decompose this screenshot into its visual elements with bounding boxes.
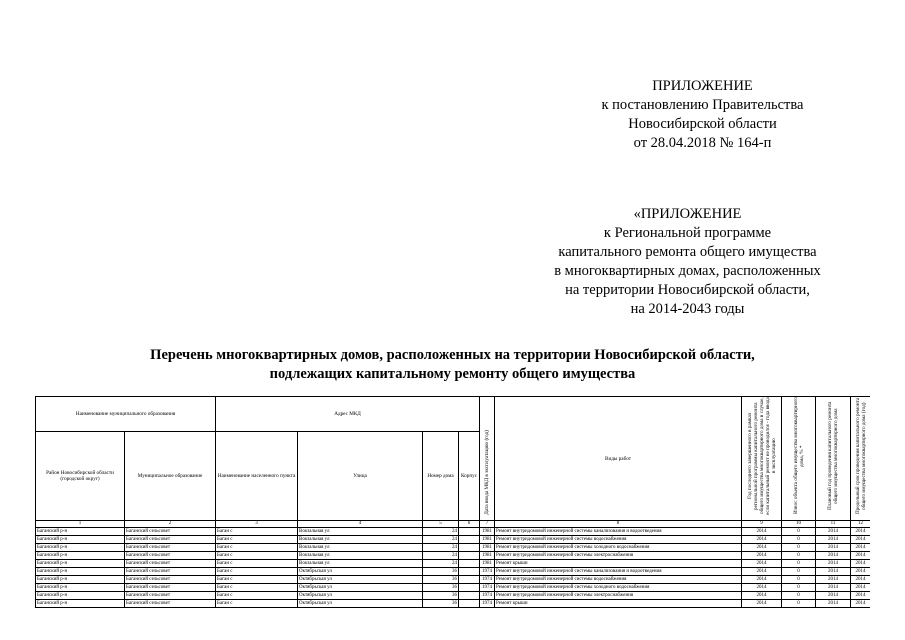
cell-municipality: Баганский сельсовет	[125, 584, 216, 592]
group-header-municipality: Наименование муниципального образования	[36, 397, 216, 432]
cell-year: 1974	[480, 568, 495, 576]
cell-year: 1981	[480, 528, 495, 536]
group-header-address: Адрес МКД	[216, 397, 480, 432]
col-number: 5	[423, 521, 459, 528]
cell-locality: Баган с	[216, 536, 298, 544]
cell-municipality: Баганский сельсовет	[125, 568, 216, 576]
col-header-work: Виды работ	[495, 397, 742, 521]
cell-work: Ремонт внутридомовой инженерной системы канализования и водоотведения	[495, 568, 742, 576]
col-header-municipality: Муниципальное образование	[125, 431, 216, 520]
col-header-wear: Износ объекта общего имущества многоквартирного дома, % *	[782, 397, 816, 521]
cell-street: Октябрьская ул	[298, 592, 423, 600]
cell-year: 1981	[480, 560, 495, 568]
table-row	[36, 600, 871, 608]
cell-plan-year: 2014	[816, 592, 851, 600]
cell-house: 36	[423, 568, 459, 576]
cell-district: Баганский р-н	[36, 560, 125, 568]
cell-house: 36	[423, 592, 459, 600]
program-appendix-line: на 2014-2043 годы	[630, 301, 745, 317]
cell-locality: Баган с	[216, 528, 298, 536]
col-header-building: Корпус	[459, 431, 480, 520]
cell-street: Вокзальная ул	[298, 528, 423, 536]
cell-municipality: Баганский сельсовет	[125, 600, 216, 608]
cell-building	[459, 584, 480, 592]
cell-wear: 0	[782, 592, 816, 600]
cell-locality: Баган с	[216, 576, 298, 584]
cell-work: Ремонт крыши	[495, 600, 742, 608]
col-number: 12	[851, 521, 870, 528]
cell-building	[459, 568, 480, 576]
cell-plan-year: 2014	[816, 576, 851, 584]
cell-last-repair: 2014	[742, 544, 782, 552]
cell-term: 2014	[851, 600, 870, 608]
cell-house: 24	[423, 560, 459, 568]
col-header-term: Предельный срок проведения капитального ремонта общего имущества многоквартирного дома (год)	[851, 397, 870, 521]
cell-year: 1974	[480, 600, 495, 608]
col-number: 8	[495, 521, 742, 528]
program-appendix-line: капитального ремонта общего имущества	[558, 244, 817, 260]
cell-building	[459, 576, 480, 584]
cell-last-repair: 2014	[742, 560, 782, 568]
appendix-line: к постановлению Правительства	[601, 97, 804, 113]
col-header-plan-year: Плановый год проведения капитального ремонта общего имущества многоквартирного дома	[816, 397, 851, 521]
cell-municipality: Баганский сельсовет	[125, 576, 216, 584]
col-number: 3	[216, 521, 298, 528]
table-row	[36, 560, 871, 568]
cell-locality: Баган с	[216, 560, 298, 568]
col-number: 10	[782, 521, 816, 528]
cell-last-repair: 2014	[742, 568, 782, 576]
cell-plan-year: 2014	[816, 528, 851, 536]
cell-district: Баганский р-н	[36, 600, 125, 608]
cell-plan-year: 2014	[816, 544, 851, 552]
cell-year: 1974	[480, 584, 495, 592]
cell-last-repair: 2014	[742, 576, 782, 584]
cell-term: 2014	[851, 584, 870, 592]
houses-table-container	[35, 396, 870, 640]
houses-table	[35, 396, 870, 608]
cell-district: Баганский р-н	[36, 584, 125, 592]
cell-house: 24	[423, 544, 459, 552]
table-row	[36, 584, 871, 592]
cell-house: 24	[423, 528, 459, 536]
col-number: 1	[36, 521, 125, 528]
cell-street: Октябрьская ул	[298, 576, 423, 584]
cell-term: 2014	[851, 552, 870, 560]
cell-plan-year: 2014	[816, 568, 851, 576]
cell-district: Баганский р-н	[36, 536, 125, 544]
cell-district: Баганский р-н	[36, 544, 125, 552]
col-number: 7	[480, 521, 495, 528]
cell-last-repair: 2014	[742, 552, 782, 560]
cell-wear: 0	[782, 560, 816, 568]
table-row	[36, 528, 871, 536]
col-number: 9	[742, 521, 782, 528]
cell-locality: Баган с	[216, 552, 298, 560]
program-appendix-line: «ПРИЛОЖЕНИЕ	[633, 206, 742, 222]
cell-house: 24	[423, 536, 459, 544]
cell-municipality: Баганский сельсовет	[125, 552, 216, 560]
table-body	[36, 528, 871, 608]
document-title	[60, 346, 845, 384]
cell-municipality: Баганский сельсовет	[125, 536, 216, 544]
table-row	[36, 552, 871, 560]
cell-term: 2014	[851, 536, 870, 544]
cell-work: Ремонт внутридомовой инженерной системы водоснабжения	[495, 576, 742, 584]
col-header-district: Район Новосибирской области (городской округ)	[36, 431, 125, 520]
document-title-line-2: подлежащих капитальному ремонту общего имущества	[269, 366, 636, 382]
cell-building	[459, 528, 480, 536]
cell-wear: 0	[782, 552, 816, 560]
cell-plan-year: 2014	[816, 560, 851, 568]
cell-municipality: Баганский сельсовет	[125, 592, 216, 600]
cell-building	[459, 536, 480, 544]
cell-locality: Баган с	[216, 584, 298, 592]
cell-term: 2014	[851, 592, 870, 600]
table-row	[36, 576, 871, 584]
cell-work: Ремонт внутридомовой инженерной системы холодного водоснабжения	[495, 544, 742, 552]
cell-last-repair: 2014	[742, 528, 782, 536]
cell-year: 1981	[480, 544, 495, 552]
cell-wear: 0	[782, 576, 816, 584]
cell-last-repair: 2014	[742, 600, 782, 608]
cell-house: 24	[423, 552, 459, 560]
col-header-street: Улица	[298, 431, 423, 520]
cell-work: Ремонт крыши	[495, 560, 742, 568]
cell-plan-year: 2014	[816, 536, 851, 544]
cell-street: Вокзальная ул	[298, 536, 423, 544]
cell-year: 1981	[480, 552, 495, 560]
cell-plan-year: 2014	[816, 600, 851, 608]
col-number: 4	[298, 521, 423, 528]
document-title-line-1: Перечень многоквартирных домов, расположенных на территории Новосибирской области,	[150, 347, 755, 363]
cell-building	[459, 560, 480, 568]
cell-wear: 0	[782, 528, 816, 536]
table-row	[36, 544, 871, 552]
appendix-header	[560, 77, 845, 153]
cell-municipality: Баганский сельсовет	[125, 544, 216, 552]
appendix-line: от 28.04.2018 № 164-п	[633, 135, 772, 151]
cell-term: 2014	[851, 544, 870, 552]
cell-house: 36	[423, 600, 459, 608]
program-appendix-line: к Региональной программе	[603, 225, 772, 241]
col-number: 6	[459, 521, 480, 528]
cell-street: Вокзальная ул	[298, 544, 423, 552]
cell-work: Ремонт внутридомовой инженерной системы электроснабжения	[495, 592, 742, 600]
cell-plan-year: 2014	[816, 552, 851, 560]
cell-district: Баганский р-н	[36, 592, 125, 600]
cell-house: 36	[423, 576, 459, 584]
cell-street: Октябрьская ул	[298, 568, 423, 576]
program-appendix-header	[520, 205, 855, 319]
cell-building	[459, 592, 480, 600]
cell-wear: 0	[782, 536, 816, 544]
cell-district: Баганский р-н	[36, 552, 125, 560]
cell-year: 1974	[480, 592, 495, 600]
cell-year: 1974	[480, 576, 495, 584]
cell-last-repair: 2014	[742, 592, 782, 600]
table-row	[36, 592, 871, 600]
cell-last-repair: 2014	[742, 536, 782, 544]
cell-last-repair: 2014	[742, 584, 782, 592]
table-row	[36, 536, 871, 544]
cell-municipality: Баганский сельсовет	[125, 528, 216, 536]
col-header-locality: Наименование населенного пункта	[216, 431, 298, 520]
cell-building	[459, 600, 480, 608]
cell-wear: 0	[782, 568, 816, 576]
col-header-last-repair: Год последнего завершенного в рамках региональной программы капитального ремонта общего имущества многоквартирного дома в случае, если капитальный ремонт не проводился - года ввода в эксплуатацию	[742, 397, 782, 521]
cell-wear: 0	[782, 544, 816, 552]
cell-house: 36	[423, 584, 459, 592]
cell-district: Баганский р-н	[36, 528, 125, 536]
program-appendix-line: в многоквартирных домах, расположенных	[554, 263, 821, 279]
cell-locality: Баган с	[216, 600, 298, 608]
cell-work: Ремонт внутридомовой инженерной системы холодного водоснабжения	[495, 584, 742, 592]
col-number: 11	[816, 521, 851, 528]
cell-municipality: Баганский сельсовет	[125, 560, 216, 568]
cell-street: Вокзальная ул	[298, 552, 423, 560]
cell-term: 2014	[851, 568, 870, 576]
cell-building	[459, 552, 480, 560]
cell-locality: Баган с	[216, 592, 298, 600]
cell-term: 2014	[851, 560, 870, 568]
cell-work: Ремонт внутридомовой инженерной системы электроснабжения	[495, 552, 742, 560]
cell-street: Октябрьская ул	[298, 600, 423, 608]
cell-work: Ремонт внутридомовой инженерной системы водоснабжения	[495, 536, 742, 544]
cell-term: 2014	[851, 576, 870, 584]
cell-year: 1981	[480, 536, 495, 544]
cell-street: Октябрьская ул	[298, 584, 423, 592]
cell-district: Баганский р-н	[36, 568, 125, 576]
cell-work: Ремонт внутридомовой инженерной системы канализования и водоотведения	[495, 528, 742, 536]
cell-building	[459, 544, 480, 552]
cell-district: Баганский р-н	[36, 576, 125, 584]
col-header-year: Дата ввода МКД в эксплуатацию (год)	[480, 397, 495, 521]
cell-plan-year: 2014	[816, 584, 851, 592]
cell-street: Вокзальная ул	[298, 560, 423, 568]
col-header-house: Номер дома	[423, 431, 459, 520]
appendix-line: Новосибирской области	[628, 116, 777, 132]
table-row	[36, 568, 871, 576]
cell-locality: Баган с	[216, 544, 298, 552]
cell-term: 2014	[851, 528, 870, 536]
appendix-line: ПРИЛОЖЕНИЕ	[652, 78, 753, 94]
cell-locality: Баган с	[216, 568, 298, 576]
cell-wear: 0	[782, 600, 816, 608]
col-number: 2	[125, 521, 216, 528]
cell-wear: 0	[782, 584, 816, 592]
program-appendix-line: на территории Новосибирской области,	[565, 282, 810, 298]
